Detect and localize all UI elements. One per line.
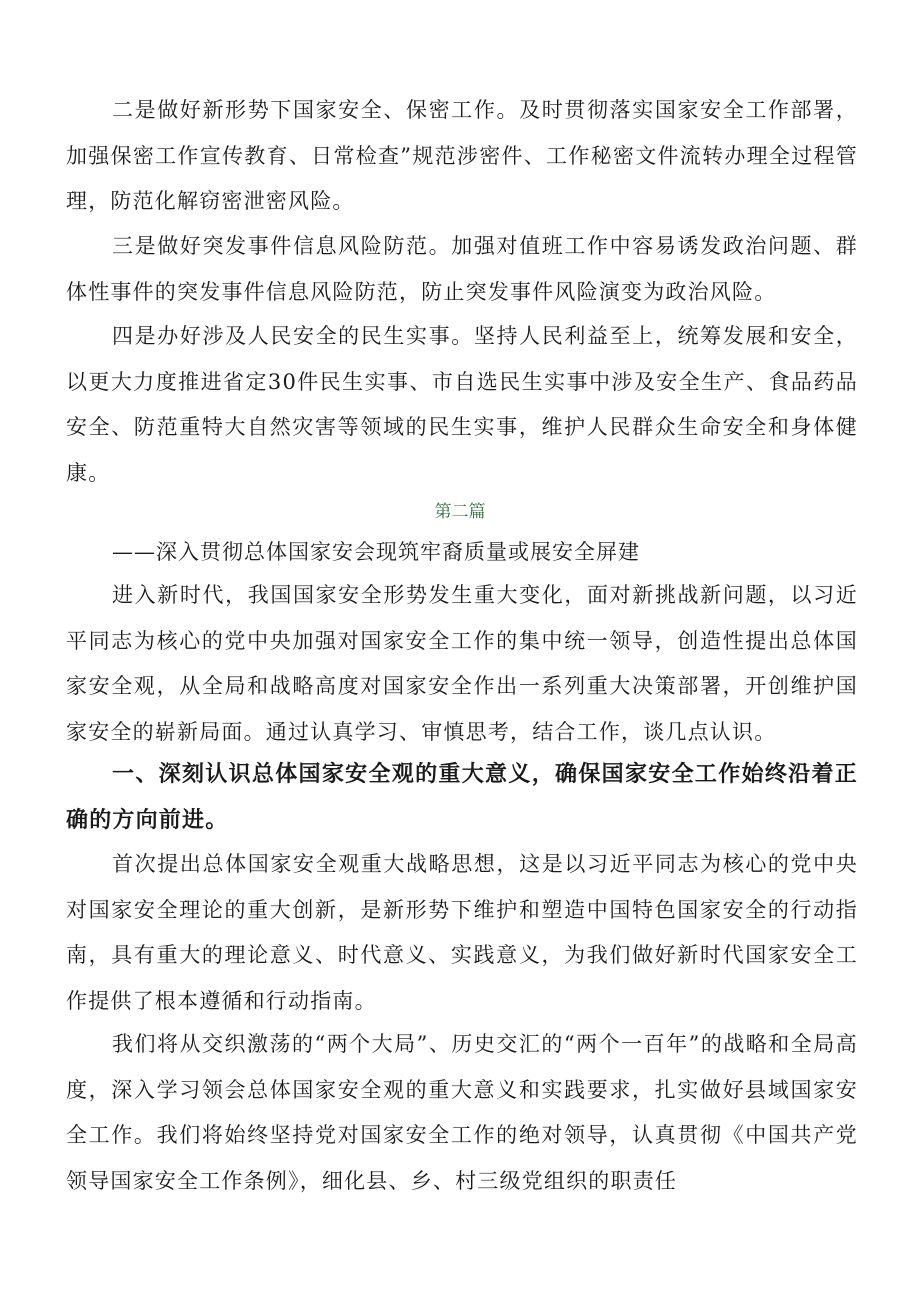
section-subtitle: ——深入贯彻总体国家安会现筑牢裔质量或展安全屏建 <box>112 540 640 564</box>
paragraph-intro: 进入新时代，我国国家安全形势发生重大变化，面对新挑战新问题，以习近平同志为核心的党中央加强对国家安全工作的集中统一领导，创造性提出总体国家安全观，从全局和战略高度对国家安全作出一系列重大决策部署，开创维护国家安全的崭新局面。通过认真学习、审慎思考，结合工作，谈几点认识。 <box>66 583 858 744</box>
paragraph-emergency-info: 三是做好突发事件信息风险防范。加强对值班工作中容易诱发政治问题、群体性事件的突发事件信息风险防范，防止突发事件风险演变为政治风险。 <box>66 234 858 304</box>
paragraph-practice: 我们将从交织激荡的“两个大局”、历史交汇的“两个一百年”的战略和全局高度，深入学习领会总体国家安全观的重大意义和实践要求，扎实做好县域国家安全工作。我们将始终坚持党对国家安全工作的绝对领导，认真贯彻《中国共产党领导国家安全工作条例》，细化县、乡、村三级党组织的职责任 <box>66 1032 858 1193</box>
section-heading: 第二篇 <box>434 502 486 522</box>
paragraph-security-secrecy: 二是做好新形势下国家安全、保密工作。及时贯彻落实国家安全工作部署，加强保密工作宣传教育、日常检查”规范涉密件、工作秘密文件流转办理全过程管理，防范化解窃密泄密风险。 <box>66 98 858 213</box>
paragraph-significance: 首次提出总体国家安全观重大战略思想，这是以习近平同志为核心的党中央对国家安全理论的重大创新，是新形势下维护和塑造中国特色国家安全的行动指南，具有重大的理论意义、时代意义、实践意义，为我们做好新时代国家安全工作提供了根本遵循和行动指南。 <box>66 852 858 1013</box>
bold-heading: 一、深刻认识总体国家安全观的重大意义，确保国家安全工作始终沿着正确的方向前进。 <box>66 762 858 833</box>
paragraph-livelihood: 四是办好涉及人民安全的民生实事。坚持人民利益至上，统筹发展和安全，以更大力度推进省定30件民生实事、市自选民生实事中涉及安全生产、食品药品安全、防范重特大自然灾害等领域的民生实事，维护人民群众生命安全和身体健康。 <box>66 324 858 485</box>
